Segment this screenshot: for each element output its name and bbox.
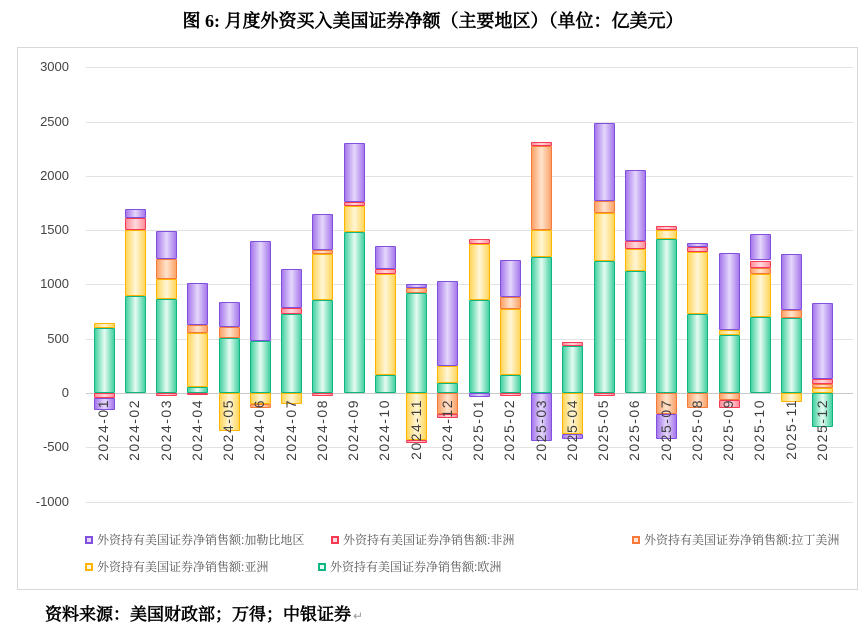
bar-segment-caribbean [812,303,833,380]
bar-segment-europe [781,318,802,393]
x-axis-tick-label: 2024-07 [282,399,299,461]
x-axis-tick-label: 2024-04 [188,399,205,461]
chart-title: 图 6: 月度外资买入美国证券净额（主要地区）（单位：亿美元） [182,11,684,31]
bar-segment-africa [156,393,177,396]
bar-segment-africa [562,342,583,346]
legend-item-europe [318,560,501,574]
bar-segment-asia [625,249,646,272]
x-axis-tick-label: 2024-01 [95,399,111,461]
legend-label: 外资持有美国证券净销售额:加勒比地区 [97,533,305,547]
bar-segment-caribbean [344,143,365,202]
bar-segment-caribbean [250,241,271,341]
bar-segment-caribbean [156,231,177,259]
x-axis-tick-label: 2024-12 [438,399,455,461]
legend-label: 外资持有美国证券净销售额:拉丁美洲 [644,533,840,547]
x-axis-tick-label: 2025-02 [501,399,518,461]
bar-segment-africa [812,379,833,383]
y-axis-tick-label: 2500 [40,113,69,129]
legend-swatch-icon [85,563,93,571]
x-axis-tick-label: 2024-08 [313,399,330,461]
bar-segment-latam [187,325,208,333]
bar-segment-asia [594,213,615,260]
bar-segment-europe [125,296,146,393]
y-axis-tick-label: 2000 [40,167,69,183]
x-axis-tick-label: 2025-10 [751,399,768,461]
legend-label: 外资持有美国证券净销售额:亚洲 [97,560,269,574]
x-axis-tick-label: 2025-06 [626,399,643,461]
bar-segment-europe [469,300,490,393]
bar-segment-africa [469,239,490,243]
bar-segment-asia [312,254,333,300]
y-axis-tick-label: 3000 [40,59,69,75]
bar-segment-africa [687,247,708,251]
y-axis-tick-label: -1000 [35,493,69,509]
x-axis-tick-label: 2025-08 [688,399,705,461]
x-axis-tick-label: 2025-01 [470,399,486,461]
x-axis-tick-label: 2025-07 [657,399,674,461]
bar-segment-asia [500,309,521,374]
bar-segment-africa [594,393,615,396]
bar-segment-europe [344,232,365,393]
source-text: 资料来源：美国财政部；万得；中银证券 [45,605,351,624]
paragraph-return-icon: ↵ [353,609,364,623]
bar-segment-europe [562,346,583,393]
bar-segment-europe [94,328,115,393]
bar-segment-caribbean [625,170,646,241]
bar-segment-latam [156,259,177,279]
bar-segment-africa [750,261,771,268]
y-axis-tick-label: -500 [42,439,69,455]
gridline [86,502,853,503]
bar-segment-asia [812,388,833,393]
bar-segment-asia [687,252,708,314]
chart-area [17,47,858,590]
bar-segment-caribbean [594,123,615,201]
x-axis-tick-label: 2025-04 [563,399,580,461]
gridline [86,230,853,231]
y-axis-tick-label: 500 [47,330,69,346]
legend-swatch-icon [318,563,326,571]
bar-segment-europe [750,317,771,393]
bar-segment-asia [187,333,208,387]
bar-segment-asia [156,279,177,299]
bar-segment-asia [750,274,771,317]
bar-segment-africa [312,393,333,396]
legend-label: 外资持有美国证券净销售额:欧洲 [330,560,502,574]
bar-segment-europe [375,375,396,393]
x-axis-tick-label: 2024-03 [157,399,174,461]
legend-swatch-icon [331,536,339,544]
bar-segment-europe [531,257,552,393]
y-axis-tick-label: 1500 [40,222,69,238]
bar-segment-asia [437,366,458,383]
bar-segment-caribbean [437,281,458,366]
bar-segment-asia [344,206,365,233]
x-axis-tick-label: 2024-05 [220,399,236,461]
legend-item-caribbean [85,533,304,547]
bar-segment-caribbean [719,253,740,330]
bar-segment-africa [531,142,552,146]
x-axis-tick-label: 2025-11 [782,399,799,460]
bar-segment-europe [656,239,677,393]
bar-segment-caribbean [750,234,771,261]
legend-item-latam [632,533,839,547]
bar-segment-europe [312,300,333,393]
bar-segment-caribbean [781,254,802,310]
bar-segment-caribbean [500,260,521,297]
x-axis-tick-label: 2024-10 [376,399,393,461]
y-axis-tick-label: 0 [61,385,69,400]
bar-segment-latam [219,327,240,337]
bar-segment-asia [531,230,552,257]
bar-segment-africa [187,393,208,395]
x-axis-tick-label: 2024-09 [345,399,361,461]
bar-segment-europe [406,293,427,393]
bar-segment-caribbean [125,209,146,217]
plot-area [18,48,857,589]
source-note [45,600,363,625]
x-axis-tick-label: 2024-02 [126,399,143,461]
legend-swatch-icon [632,536,640,544]
bar-segment-caribbean [687,243,708,247]
bar-segment-latam [500,297,521,309]
bar-segment-africa [375,269,396,273]
legend-swatch-icon [85,536,93,544]
bar-segment-caribbean [469,393,490,397]
x-axis-tick-label: 2025-12 [813,399,830,461]
bar-segment-europe [719,335,740,393]
bar-segment-europe [219,338,240,393]
bar-segment-latam [594,201,615,213]
bar-segment-latam [750,268,771,275]
bar-segment-europe [156,299,177,393]
legend-item-asia [85,560,268,574]
bar-segment-europe [281,314,302,393]
x-axis-tick-label: 2024-06 [251,399,268,461]
bar-segment-europe [687,314,708,393]
bar-segment-caribbean [375,246,396,269]
bar-segment-europe [437,383,458,393]
gridline [86,67,853,68]
bar-segment-africa [656,226,677,230]
bar-segment-asia [375,274,396,376]
x-axis-tick-label: 2025-09 [720,399,736,461]
bar-segment-africa [125,218,146,230]
legend-item-africa [331,533,514,547]
gridline [86,176,853,177]
bar-segment-asia [656,230,677,239]
bar-segment-asia [469,244,490,300]
bar-segment-europe [250,341,271,393]
bar-segment-europe [625,271,646,393]
bar-segment-latam [531,146,552,230]
bar-segment-caribbean [187,283,208,324]
bar-segment-africa [344,202,365,205]
legend-label: 外资持有美国证券净销售额:非洲 [343,533,515,547]
bar-segment-latam [312,250,333,254]
bar-segment-caribbean [281,269,302,308]
y-axis-tick-label: 1000 [40,276,69,292]
bar-segment-latam [812,384,833,388]
bar-segment-africa [625,241,646,249]
bar-segment-asia [94,323,115,328]
x-axis-tick-label: 2025-05 [595,399,611,461]
x-axis-tick-label: 2024-11 [407,399,424,460]
bar-segment-latam [781,310,802,317]
x-axis-tick-label: 2025-03 [532,399,549,461]
bar-segment-asia [719,330,740,335]
gridline [86,122,853,123]
bar-segment-asia [125,230,146,296]
bar-segment-europe [500,375,521,393]
bar-segment-caribbean [219,302,240,328]
bar-segment-africa [500,393,521,396]
bar-segment-caribbean [312,214,333,250]
bar-segment-caribbean [406,284,427,288]
bar-segment-europe [594,261,615,393]
bar-segment-latam [406,288,427,292]
bar-segment-africa [281,308,302,313]
